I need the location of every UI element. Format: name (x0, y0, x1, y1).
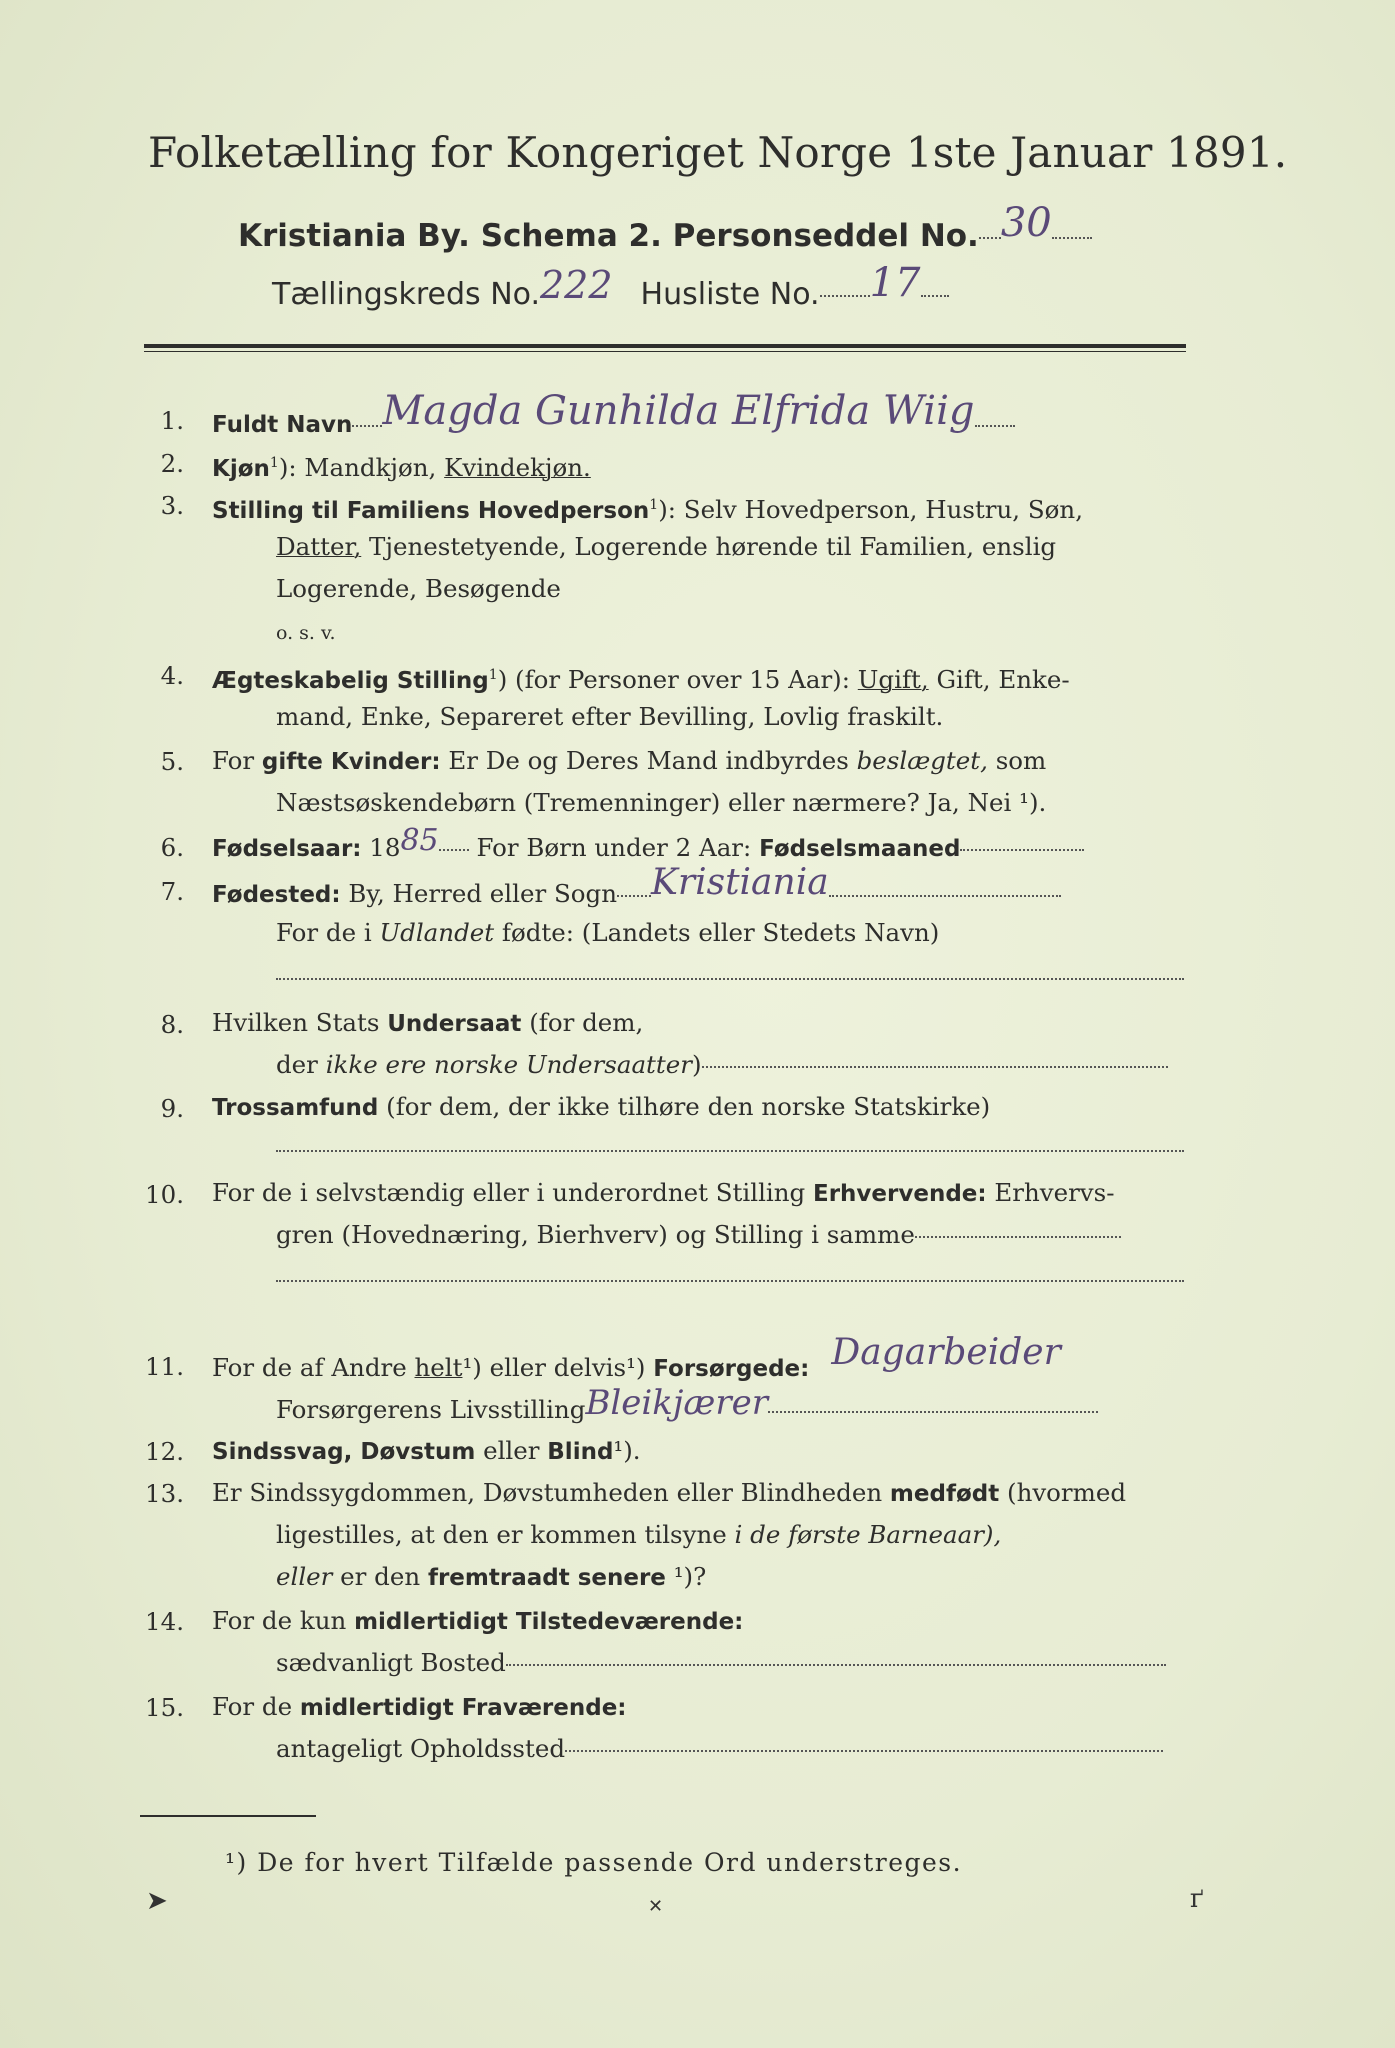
q10-label: Erhvervende: (813, 1181, 987, 1207)
q11-provider-status: Bleikjærer (585, 1383, 769, 1423)
tellingskreds-line (272, 260, 949, 314)
q15-text-b: antageligt Opholdssted (276, 1734, 565, 1763)
q11-selected-helt: helt (414, 1353, 463, 1382)
q7-birthplace: Kristiania (650, 862, 829, 903)
q5-number: 5. (160, 747, 184, 776)
q7-number: 7. (160, 877, 184, 906)
q4-footnote-mark: 1 (488, 667, 498, 683)
q9-text-a: (for dem, der ikke tilhøre den norske Statskirke) (378, 1092, 991, 1121)
q8-number: 8. (160, 1010, 184, 1039)
q3-line-3: Logerende, Besøgende (276, 574, 561, 603)
tellingskreds-label: Tællingskreds No. (272, 277, 540, 312)
q10-line-2 (276, 1220, 1121, 1250)
q14-line-2 (276, 1648, 1166, 1678)
q10-line-1 (212, 1178, 1115, 1209)
q1-label: Fuldt Navn (212, 412, 353, 438)
q11-text-a: For de af Andre (212, 1353, 415, 1382)
q12-text-b: ¹). (613, 1436, 641, 1465)
q3-line-1 (212, 490, 1083, 526)
q9-label: Trossamfund (212, 1095, 379, 1121)
q15-line-1 (212, 1692, 627, 1723)
q12-text-a: eller (475, 1436, 548, 1465)
q10-text-b: Erhvervs- (986, 1178, 1115, 1207)
q4-text-b: Gift, Enke- (928, 665, 1070, 695)
q5-line-2: Næstsøskendebørn (Tremenninger) eller nærmere? Ja, Nei ¹). (276, 788, 1047, 817)
header-rule-thin (144, 351, 1186, 352)
q10-number: 10. (145, 1180, 184, 1209)
q14-number: 14. (145, 1607, 184, 1636)
q13-label-2: fremtraadt senere (427, 1565, 666, 1591)
q6-line (212, 823, 1084, 864)
q13-line-2 (276, 1520, 1001, 1550)
q11-line-1 (212, 1332, 1061, 1384)
q11-text-c: Forsørgerens Livsstilling (276, 1395, 586, 1424)
q7-text-c: fødte: (Landets eller Stedets Navn) (494, 918, 940, 947)
q10-text-c: gren (Hovednæring, Bierhverv) og Stilling i samme (276, 1220, 915, 1249)
q8-italic: ikke ere norske Undersaatter (325, 1050, 692, 1079)
q4-number: 4. (160, 661, 184, 690)
q4-line-1 (212, 660, 1070, 696)
q9-line (212, 1092, 990, 1123)
q5-italic: beslægtet, (856, 746, 988, 775)
q14-label: midlertidigt Tilstedeværende: (354, 1609, 744, 1635)
q5-text-b: Er De og Deres Mand indbyrdes (440, 746, 857, 775)
q11-number: 11. (145, 1352, 184, 1381)
q8-text-a: Hvilken Stats (212, 1008, 388, 1037)
q2-number: 2. (160, 449, 184, 478)
q11-line-2 (276, 1383, 1098, 1425)
schema-line (238, 200, 1092, 256)
q6-label-2: Fødselsmaaned (759, 836, 961, 862)
q13-line-3 (276, 1562, 706, 1593)
q12-label: Sindssvag, Døvstum (212, 1439, 476, 1465)
q1-line (212, 388, 1015, 440)
q5-line-1 (212, 746, 1046, 777)
corner-mark-center-icon: ✕ (648, 1896, 664, 1917)
husliste-label: Husliste No. (640, 277, 820, 312)
q12-label-2: Blind (547, 1439, 614, 1465)
q11-provider-occupation: Dagarbeider (831, 1332, 1061, 1373)
footnote: ¹) De for hvert Tilfælde passende Ord understreges. (225, 1848, 963, 1877)
q13-number: 13. (145, 1479, 184, 1508)
q3-line-2 (276, 532, 1056, 562)
q3-text-a: ): Selv Hovedperson, Hustru, Søn, (658, 495, 1083, 525)
personseddel-number: 30 (1000, 200, 1052, 246)
q3-footnote-mark: 1 (649, 497, 659, 513)
q1-full-name: Magda Gunhilda Elfrida Wiig (382, 388, 975, 434)
q3-label: Stilling til Familiens Hovedperson (212, 498, 650, 525)
q8-text-c: der (276, 1050, 326, 1079)
q5-label: gifte Kvinder: (261, 749, 441, 775)
q13-text-c: ligestilles, at den er kommen tilsyne (276, 1520, 735, 1549)
q8-text-b: (for dem, (521, 1008, 644, 1037)
q4-label: Ægteskabelig Stilling (212, 668, 489, 695)
q6-birth-year: 85 (400, 823, 439, 858)
q7-italic: Udlandet (379, 918, 495, 947)
q5-text-c: som (987, 746, 1047, 775)
q13-label: medfødt (889, 1481, 1000, 1507)
q12-line (212, 1436, 641, 1467)
q13-text-e: ¹)? (665, 1562, 707, 1591)
q7-text-b: For de i (276, 918, 380, 947)
q13-line-1 (212, 1478, 1126, 1509)
q6-text-b: For Børn under 2 Aar: (468, 833, 760, 862)
q7-text-a: By, Herred eller Sogn (340, 879, 617, 908)
corner-mark-left-icon: ➤ (146, 1886, 168, 1916)
corner-mark-right-icon: ґ (1190, 1884, 1204, 1914)
q14-text-b: sædvanligt Bosted (276, 1648, 506, 1677)
schema-line-text: Kristiania By. Schema 2. Personseddel No. (238, 218, 979, 254)
q2-selected-kvindekjon: Kvindekjøn. (444, 453, 591, 483)
q10-text-a: For de i selvstændig eller i underordnet Stilling (212, 1178, 813, 1207)
q6-text-a: 18 (361, 833, 401, 862)
q8-text-d: ) (691, 1050, 702, 1079)
q13-text-a: Er Sindssygdommen, Døvstumheden eller Blindheden (212, 1478, 890, 1507)
q6-label: Fødselsaar: (212, 836, 362, 862)
q8-label: Undersaat (387, 1011, 522, 1037)
q13-italic-2: eller (276, 1562, 333, 1591)
q15-label: midlertidigt Fraværende: (299, 1695, 627, 1721)
q1-number: 1. (160, 406, 184, 435)
q7-line-2 (276, 918, 939, 948)
q2-text: ): Mandkjøn, (278, 453, 445, 483)
q3-number: 3. (160, 491, 184, 520)
q4-text-a: ) (for Personer over 15 Aar): (497, 665, 858, 695)
q7-blank-line (276, 978, 1184, 980)
q4-selected-ugift: Ugift, (857, 665, 929, 695)
q6-number: 6. (160, 833, 184, 862)
husliste-number: 17 (869, 260, 921, 306)
q11-text-b: ¹) eller delvis¹) (462, 1353, 654, 1382)
q10-blank-line (276, 1280, 1184, 1282)
q9-number: 9. (160, 1094, 184, 1123)
q3-text-b: Tjenestetyende, Logerende hørende til Familien, enslig (361, 532, 1057, 561)
header-rule (144, 344, 1186, 348)
q3-line-4: o. s. v. (276, 622, 336, 644)
q12-number: 12. (145, 1437, 184, 1466)
q5-text-a: For (212, 746, 262, 775)
q4-line-2: mand, Enke, Separeret efter Bevilling, Lovlig fraskilt. (276, 702, 944, 731)
q3-selected-datter: Datter, (276, 532, 362, 561)
q11-label: Forsørgede: (653, 1356, 810, 1382)
q15-line-2 (276, 1734, 1163, 1764)
q13-text-b: (hvormed (999, 1478, 1127, 1507)
form-title: Folketælling for Kongeriget Norge 1ste Januar 1891. (148, 128, 1288, 177)
q15-text-a: For de (212, 1692, 300, 1721)
q2-footnote-mark: 1 (269, 455, 279, 471)
q14-text-a: For de kun (212, 1606, 355, 1635)
footnote-rule (140, 1815, 316, 1817)
q13-text-d: er den (332, 1562, 428, 1591)
q8-line-2 (276, 1050, 1168, 1080)
q13-italic: i de første Barneaar), (734, 1520, 1002, 1549)
tellingskreds-number: 222 (540, 263, 613, 307)
q15-number: 15. (145, 1693, 184, 1722)
q8-line-1 (212, 1008, 643, 1039)
q2-label: Kjøn (212, 456, 270, 483)
q2-line (212, 448, 591, 484)
q7-line-1 (212, 862, 1061, 910)
q9-blank-line (276, 1150, 1184, 1152)
q7-label: Fødested: (212, 882, 341, 908)
q14-line-1 (212, 1606, 743, 1637)
